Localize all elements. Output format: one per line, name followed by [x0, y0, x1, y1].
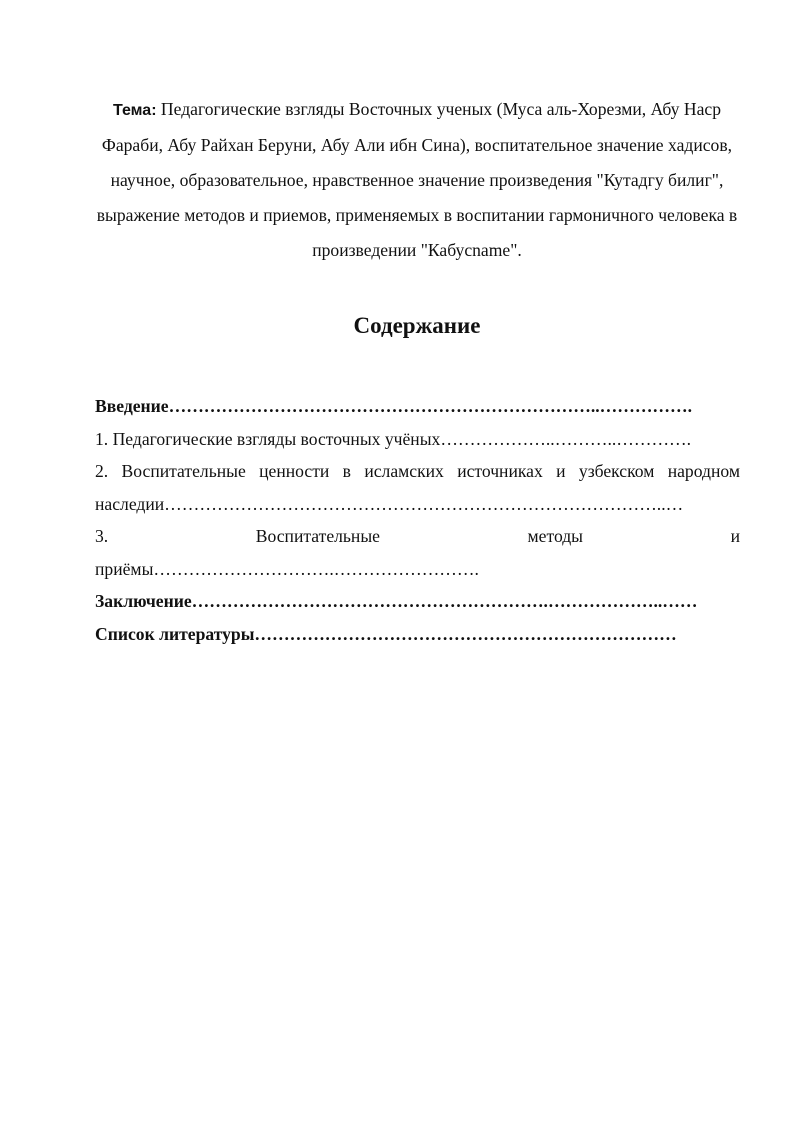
- toc-word: источниках: [457, 461, 543, 481]
- table-of-contents: [95, 390, 740, 650]
- toc-word: 3.: [95, 526, 109, 546]
- topic-paragraph: [95, 92, 739, 268]
- topic-text: Педагогические взгляды Восточных ученых (Муса аль-Хорезми, Абу Наср Фараби, Абу Райхан Беруни, Абу Али ибн Сина), воспитательное значение хадисов, научное, образовательное, нравственное значение произведения "Кутадгу билиг", выражение методов и приемов, применяемых в воспитании гармоничного человека в произведении "Кабусname".: [96, 99, 738, 260]
- toc-item-chapter-3-line-1: [95, 520, 740, 553]
- toc-title: Содержание: [353, 313, 481, 338]
- toc-item-chapter-2-line-1: [95, 455, 740, 488]
- toc-word: методы: [527, 526, 584, 546]
- toc-item-references: Список литературы………………………………………………………………: [95, 623, 677, 644]
- toc-item-introduction: Введение………………………………………………………………..…………….: [95, 396, 693, 416]
- topic-label: Тема:: [113, 102, 157, 119]
- toc-item-chapter-2-line-2: наследии…………………………………………………………………………..…: [95, 493, 684, 514]
- toc-item-conclusion: Заключение…………………………………………………….………………..……: [95, 591, 698, 611]
- toc-word: и: [556, 461, 566, 481]
- toc-word: узбекском: [578, 461, 655, 481]
- toc-item-chapter-1: 1. Педагогические взгляды восточных учёных………………..………..………….: [95, 428, 692, 449]
- toc-word: 2.: [95, 461, 109, 481]
- toc-word: Воспитательные: [121, 461, 246, 481]
- toc-word: Воспитательные: [255, 526, 380, 546]
- toc-word: и: [730, 526, 740, 546]
- toc-word: в: [342, 461, 351, 481]
- toc-word: народном: [667, 461, 740, 481]
- toc-item-chapter-3-line-2: приёмы………………………….…………………….: [95, 558, 479, 579]
- toc-word: исламских: [364, 461, 444, 481]
- toc-word: ценности: [259, 461, 330, 481]
